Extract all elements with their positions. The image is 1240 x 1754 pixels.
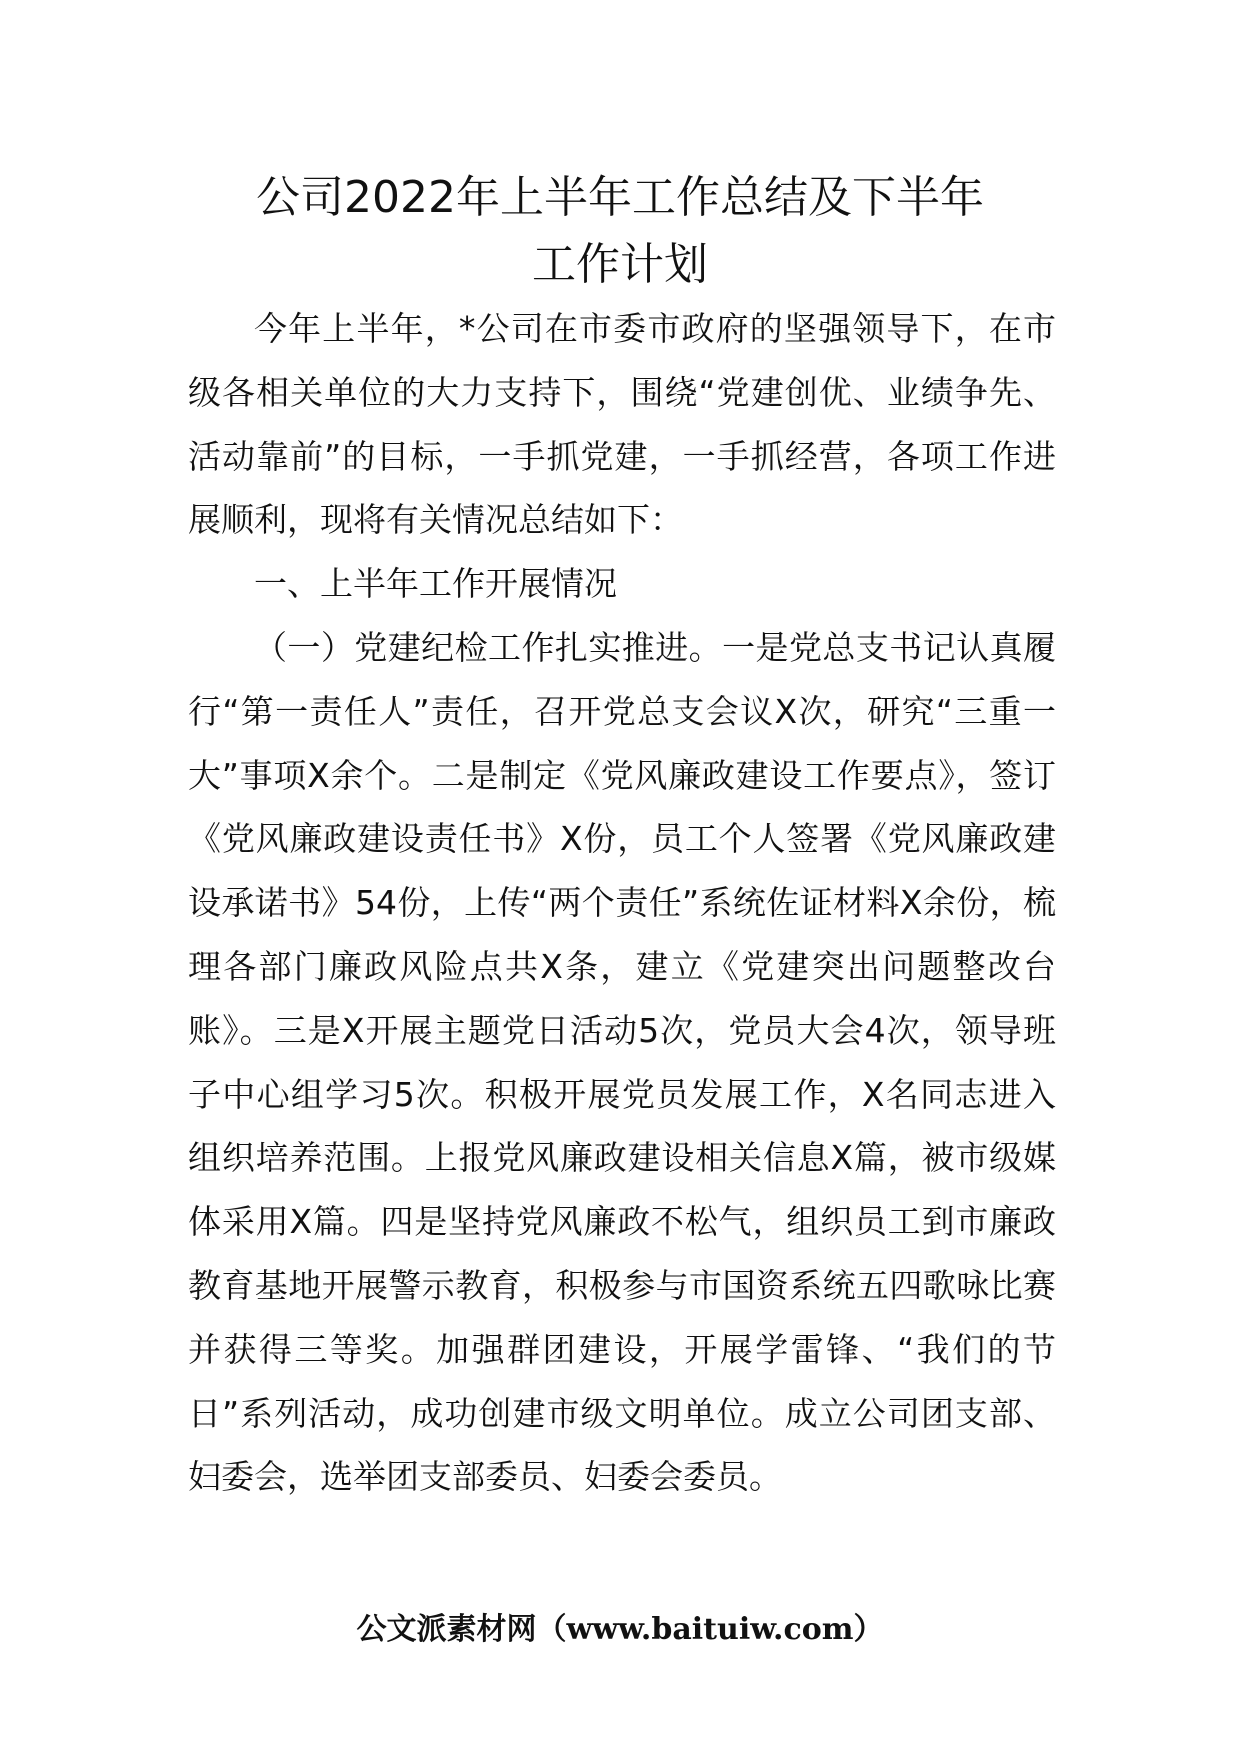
- source-watermark: 公文派素材网（www.baituiw.com）: [356, 1612, 884, 1647]
- document-title-line-2: 工作计划: [532, 239, 708, 290]
- party-building-paragraph: （一）党建纪检工作扎实推进。一是党总支书记认真履行“第一责任人”责任，召开党总支会议X次，研究“三重一大”事项X余个。二是制定《党风廉政建设工作要点》，签订《党风廉政建设责任书》X份，员工个人签署《党风廉政建设承诺书》54份，上传“两个责任”系统佐证材料X余份，梳理各部门廉政风险点共X条，建立《党建突出问题整改台账》。三是X开展主题党日活动5次，党员大会4次，领导班子中心组学习5次。积极开展党员发展工作，X名同志进入组织培养范围。上报党风廉政建设相关信息X篇，被市级媒体采用X篇。四是坚持党风廉政不松气，组织员工到市廉政教育基地开展警示教育，积极参与市国资系统五四歌咏比赛并获得三等奖。加强群团建设，开展学雷锋、“我们的节日”系列活动，成功创建市级文明单位。成立公司团支部、妇委会，选举团支部委员、妇委会委员。: [188, 627, 1056, 1497]
- document-body: [188, 297, 1056, 1509]
- document-title-line-1: 公司2022年上半年工作总结及下半年: [256, 172, 984, 223]
- section-heading: 一、上半年工作开展情况: [254, 564, 617, 604]
- intro-paragraph: 今年上半年，*公司在市委市政府的坚强领导下，在市级各相关单位的大力支持下，围绕“党建创优、业绩争先、活动靠前”的目标，一手抓党建，一手抓经营，各项工作进展顺利，现将有关情况总结如下：: [188, 309, 1056, 540]
